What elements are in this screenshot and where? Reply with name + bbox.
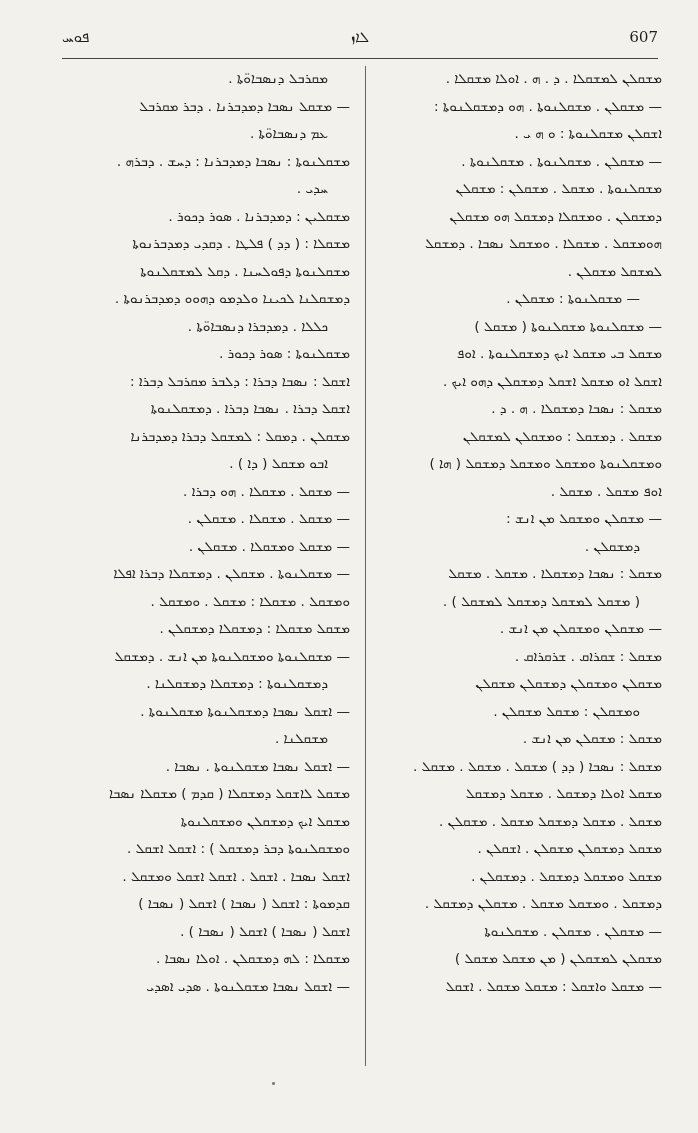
entry-line: ܡܫܩܠܢ ܘܡܫܩܠܢ ܕܡܫܩܠܢ ܡܫܩܠܢ — [475, 676, 662, 692]
entry-line: — ܡܫܩܠ ܘܡܫܩܠܐ . ܡܫܩܠܢ . — [188, 538, 350, 555]
entry-line: — ܡܫܩܠ ܘܐܫܩܠ : ܡܫܩܠ ܡܫܩܠ . ܐܫܩܠ — [445, 978, 662, 995]
entry-line: ܡܫܩܠ : ܡܫܩܠܢ ܡܢ ܐܢܫ . — [522, 731, 662, 747]
entry-line: ܐܫܩܠܢ ܡܫܩܠܢܘܬܐ : ܘ ܗ ܝ . — [514, 126, 662, 142]
left-text-column — [62, 66, 350, 1001]
entry-line: ܠܡܫܩܠ ܡܫܩܠܢ . — [567, 263, 662, 280]
entry-line: — ܐܫܩܠ ܢܣܒܐ ܡܫܩܠܢܘܬܐ . ܣܕܝ ܐܣܕܝ — [146, 978, 350, 995]
entry-line: ܐܫܩܠ ( ܢܣܒܐ ) ܐܫܩܠ ( ܢܣܒܐ ) . — [180, 923, 350, 940]
entry-line: ܡܫܩܠ ܒܝ ܡܫܩܠ ܐܝܟ ܕܡܫܩܠܢܘܬܐ . ܐܘܦ — [456, 346, 662, 362]
entry-line: — ܡܫܩܠܢ . ܡܫܩܠܢ . ܡܫܩܠܢܘܬܐ — [484, 923, 662, 940]
entry-line: ܡܫܩܠ : ܫܩܪܐܩ . ܫܪܩܪܐܩ . — [514, 648, 662, 665]
entry-line: ܡܫܩܠ . ܡܫܩܠ ܕܡܫܩܠ ܡܫܩܠ . ܡܫܩܠܢ . — [439, 813, 662, 830]
entry-line: ܡܫܩܠܐ : ܠܗ ܕܡܫܩܠܢ . ܐܘܠܐ ܢܣܒܐ . — [156, 951, 350, 967]
entry-line: ܘܡܫܩܠܢܘܬܐ ܘܡܫܩܠ ܘܡܫܩܠ ܕܡܫܩܠ ( ܗܐ ) — [429, 456, 662, 472]
entry-line: ܕܡܫܩܠܢܘܬܐ : ܕܡܫܩܠܐ ܕܡܫܩܠܢܐ . — [146, 676, 328, 692]
entry-line: — ܡܫܩܠܢ ܘܡܫܩܠܢ ܡܢ ܐܢܫ . — [499, 621, 662, 637]
entry-line: ܩܕܡܘܬܐ : ܐܫܩܠ ( ܢܣܒܐ ) ܐܫܩܠ ( ܢܣܒܐ ) — [138, 896, 350, 912]
header-section-letter: ܠܐܙ — [350, 28, 370, 46]
entry-line: ܐܘܦ ܡܫܩܠ . ܡܫܩܠ . — [550, 483, 662, 500]
entry-line: ܡܫܩܠ ܡܫܩܠܐ : ܕܡܫܩܠܐ ܕܡܫܩܠܢ . — [159, 621, 350, 637]
entry-line: ܡܫܩܠܢܘܬܐ : ܢܣܒܐ ܕܡܕܒܪܢܐ : ܕܚܫ . ܕܒܪܗ . — [116, 153, 350, 170]
entry-line: ܡܫܩܠ ܐܝܟ ܕܡܫܩܠܢ ܘܡܫܩܠܢܘܬܐ — [180, 813, 350, 830]
entry-line: ܡܫܩܠܢ . ܕܡܩܠ : ܠܡܫܩܠ ܕܒܪܐ ܕܡܕܒܪܢܐ — [130, 428, 350, 445]
entry-line: — ܡܫܩܠܢܘܬܐ . ܡܫܩܠܢ . ܕܡܫܩܠܐ ܕܒܪܐ ܐܦܠܐ — [113, 566, 350, 582]
entry-line: — ܡܫܩܠܢܘܬܐ ܘܡܫܩܠܢܘܬܐ ܡܢ ܐܢܫ . ܕܡܫܩܠ — [114, 648, 350, 665]
page-mark — [272, 1082, 275, 1085]
entry-line: — ܡܫܩܠ ܢܣܒܐ ܕܡܕܒܪܢܐ . ܕܒܪ ܡܩܪܒܠ — [139, 98, 350, 115]
entry-line: ܡܫܩܠ ܐܘܠܐ ܕܡܫܩܠ . ܡܫܩܠ ܕܡܫܩܠ — [465, 786, 662, 802]
entry-line: ܡܫܩܠܢܐ . — [274, 731, 328, 747]
entry-line: ܐܒܘ ܡܫܩܠ ( ܕܐ ) . — [229, 456, 328, 472]
header-left-page-number: ܦܘܚ — [62, 28, 90, 46]
page-header — [62, 28, 658, 54]
entry-line: — ܐܫܩܠ ܢܣܒܐ ܡܫܩܠܢܘܬܐ . ܢܣܒܐ . — [165, 758, 350, 775]
entry-line: ܡܫܩܠܝܢ : ܕܡܕܒܪܢܐ . ܣܘܪ ܕܟܘܪ . — [168, 208, 350, 225]
entry-line: ܡܫܩܠܢ ܠܡܫܩܠܐ . ܕ . ܗ . ܐܘܠܐ ܡܫܩܠܐ . — [445, 71, 662, 87]
entry-line: ܡܫܩܠ : ܢܣܒܐ ( ܕܕ ) ܡܫܩܠ . ܡܫܩܠ . ܡܫܩܠ . — [413, 758, 662, 775]
entry-line: ܐܫܩܠ ܐܘ ܡܫܩܠ ܐܫܩܠ ܕܡܫܩܠܢ ܕܗܘ ܐܝܟ . — [442, 373, 662, 390]
entry-line: ܐܫܩܠ ܢܣܒܐ . ܐܫܩܠ . ܐܫܩܠ ܐܫܩܠ ܘܡܫܩܠ . — [122, 868, 350, 885]
header-right-page-number: 607 — [629, 28, 658, 46]
entry-line: ܥܡ ܕܢܣܒܐܘ̈ܬܐ . — [249, 126, 328, 142]
entry-line: ܚܕܝ . — [296, 181, 328, 197]
entry-line: ܘܡܫܩܠܢܘܬܐ ܕܒܪ ܕܡܫܩܠ ) : ܐܫܩܠ ܐܫܩܠ . — [127, 841, 350, 857]
entry-line: — ܡܫܩܠܢ . ܡܫܩܠܢܘܬܐ . ܡܫܩܠܢܘܬܐ . — [461, 153, 662, 170]
entry-line: ܘܡܫܩܠܢ : ܡܫܩܠ ܡܫܩܠܢ . — [493, 703, 640, 720]
right-text-column — [380, 66, 662, 1001]
entry-line: ܡܫܩܠܢܘܬܐ . ܡܫܩܠ . ܡܫܩܠܢ : ܡܫܩܠܢ — [455, 181, 662, 197]
column-divider — [365, 66, 366, 1066]
entry-line: — ܡܫܩܠ . ܡܫܩܠܐ . ܗܘ ܕܒܪܐ . — [183, 483, 350, 500]
entry-line: ܡܫܩܠ . ܕܡܫܩܠ : ܘܡܫܩܠܢ ܠܡܫܩܠܢ — [462, 428, 662, 445]
entry-line: ( ܡܫܩܠ ܠܡܫܩܠ ܕܡܫܩܠ ܠܡܫܩܠ ) . — [442, 593, 640, 610]
entry-line: ܐܫܩܠ ܕܒܪܐ . ܢܣܒܐ ܕܒܪܐ . ܕܡܫܩܠܢܘܬܐ — [150, 401, 350, 417]
entry-line: ܡܫܩܠ : ܢܣܒܐ ܕܡܫܩܠܐ . ܡܫܩܠ . ܡܫܩܠ — [448, 566, 662, 582]
entry-line: ܡܫܩܠ ܘܡܫܩܠ ܕܡܫܩܠ . ܕܡܫܩܠܢ . — [471, 868, 662, 885]
entry-line: — ܡܫܩܠܢܘܬܐ : ܡܫܩܠܢ . — [506, 291, 640, 307]
entry-line: ܕܡܫܩܠ . ܘܡܫܩܠ ܡܫܩܠ . ܡܫܩܠܢ ܕܡܫܩܠ . — [424, 896, 662, 912]
entry-line: ܗܘܡܫܩܠ . ܡܫܩܠܐ . ܘܡܫܩܠ ܢܣܒܐ . ܕܡܫܩܠ — [424, 236, 662, 252]
entry-line: — ܡܫܩܠܢ ܘܡܫܩܠ ܡܢ ܐܢܫ : — [506, 511, 662, 527]
entry-line: ܘܡܫܩܠ . ܡܫܩܠܐ : ܡܫܩܠ . ܘܡܫܩܠ . — [150, 593, 350, 610]
entry-line: — ܐܫܩܠ ܢܣܒܐ ܕܡܫܩܠܢܘܬܐ ܡܫܩܠܢܘܬܐ . — [140, 703, 350, 720]
entry-line: ܡܫܩܠܐ : ( ܕܕ ) ܦܠܛܐ . ܕܩܕܝ ܕܡܕܒܪܢܘܬܐ — [132, 236, 350, 252]
entry-line: ܕܡܫܩܠܢ . ܘܡܫܩܠܐ ܕܡܫܩܠ ܗܘ ܡܫܩܠܢ — [449, 208, 662, 225]
entry-line: ܕܡܫܩܠܢܐ ܠܟܝܢܐ ܘܠܕܡܘ ܕܗܘܘ ܕܡܕܒܪܢܘܬܐ . — [114, 291, 350, 307]
header-rule — [62, 58, 658, 59]
entry-line: ܟܠܠܐ . ܕܡܕܒܪܐ ܕܢܣܒܐܘ̈ܬܐ . — [187, 318, 328, 335]
entry-line: ܡܫܩܠ : ܢܣܒܐ ܕܡܫܩܠܐ . ܗ . ܕ . — [491, 401, 662, 417]
entry-line: ܡܫܩܠ ܕܡܫܩܠܢ ܡܫܩܠܢ . ܐܫܩܠܢ . — [477, 841, 662, 857]
entry-line: — ܡܫܩܠܢܘܬܐ ܡܫܩܠܢܘܬܐ ( ܡܫܩܠ ) — [474, 318, 662, 335]
entry-line: ܡܫܩܠܢܘܬܐ : ܣܘܪ ܕܟܘܪ . — [219, 346, 350, 362]
entry-line: ܡܫܩܠܢ ܠܡܫܩܠܢ ( ܡܢ ܡܫܩܠ ܡܫܩܠ ) — [454, 951, 662, 967]
entry-line: ܐܫܩܠ : ܢܣܒܐ ܕܒܪܐ : ܕܠܒܪ ܡܩܪܒܠ ܕܒܪܐ : — [130, 373, 350, 390]
entry-line: ܡܫܩܠܢܘܬܐ ܕܦܘܠܚܢܐ . ܕܩܠ ܠܡܫܩܠܢܘܬܐ — [140, 263, 350, 280]
entry-line: ܡܩܪܒܠ ܕܢܣܒܐܘ̈ܬܐ . — [228, 71, 328, 87]
entry-line: — ܡܫܩܠ . ܡܫܩܠܐ . ܡܫܩܠܢ . — [187, 511, 350, 527]
entry-line: ܕܡܫܩܠܢ . — [584, 538, 640, 555]
entry-line: ܡܫܩܠ ܠܐܫܩܠ ܕܡܫܩܠܐ ( ܩܕܡ ) ܡܫܩܠܐ ܢܣܒܐ — [108, 786, 350, 802]
entry-line: — ܡܫܩܠܢ . ܡܫܩܠܢܘܬܐ . ܗܘ ܕܡܫܩܠܢܘܬܐ : — [434, 98, 662, 115]
